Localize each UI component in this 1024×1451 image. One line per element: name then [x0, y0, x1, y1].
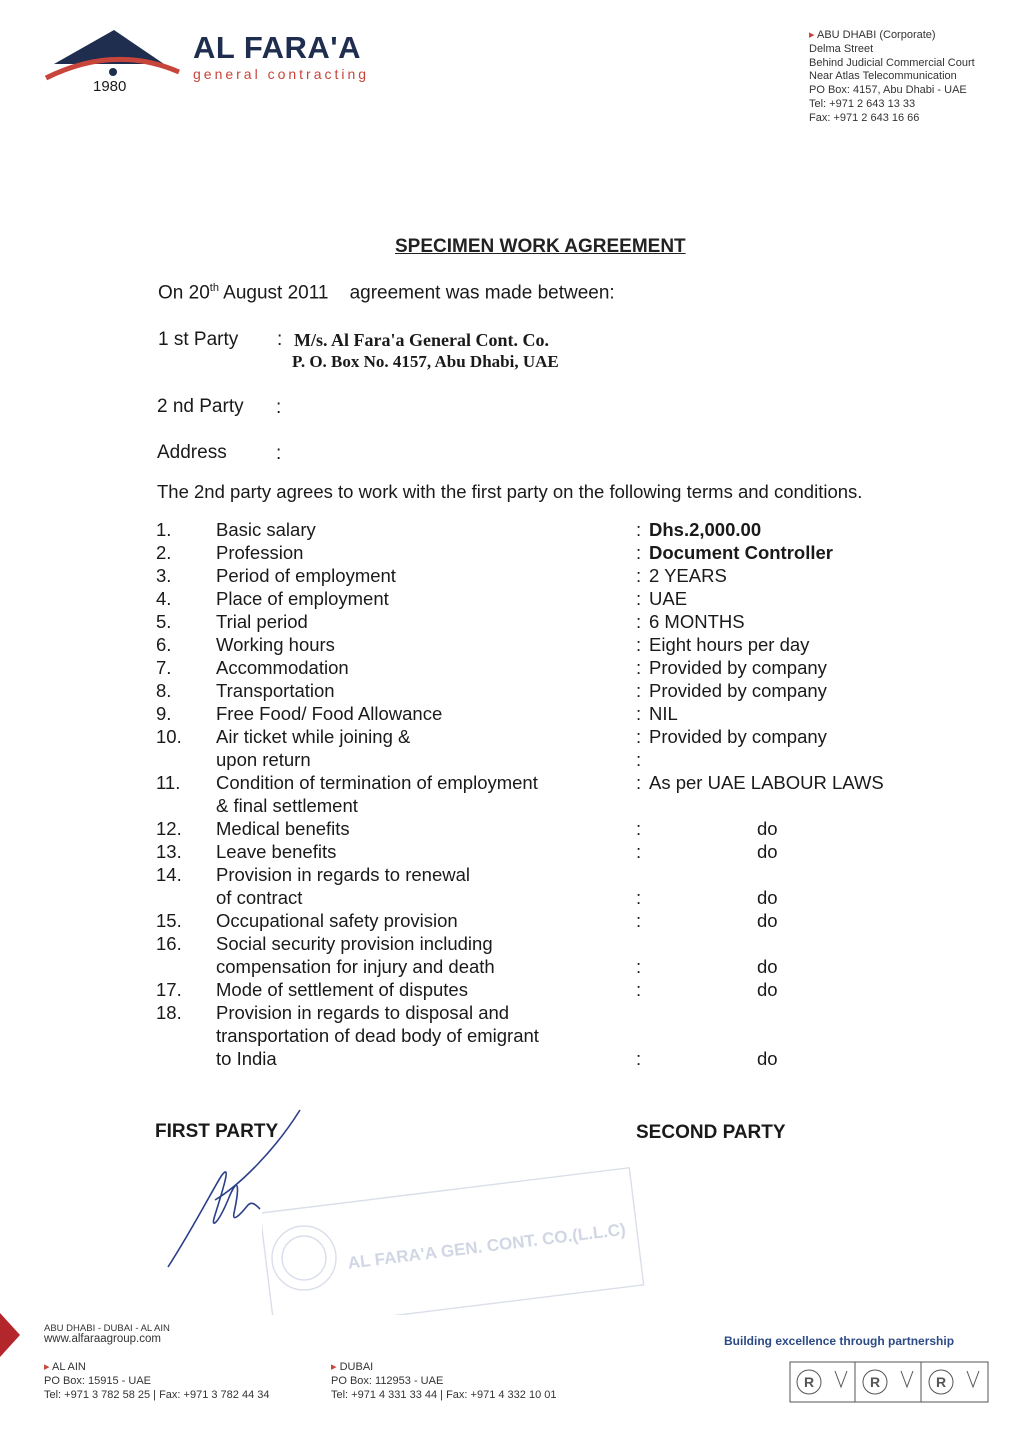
term-line: 1. Basic salary : Dhs.2,000.00 — [156, 519, 762, 540]
company-subtitle: general contracting — [193, 66, 370, 82]
svg-text:R: R — [803, 1374, 815, 1390]
party2-colon: : — [276, 397, 282, 418]
arrow-icon: ▸ — [809, 29, 815, 41]
term-line: 12. Medical benefits : do — [156, 818, 778, 839]
address-label: Address — [157, 442, 227, 463]
term-line: compensation for injury and death : do — [216, 956, 778, 977]
term-line: of contract : do — [216, 887, 778, 908]
term-line: upon return : — [216, 749, 642, 770]
first-party-label: FIRST PARTY — [155, 1121, 279, 1142]
party1-address: P. O. Box No. 4157, Abu Dhabi, UAE — [292, 352, 559, 371]
term-line: 13. Leave benefits : do — [156, 841, 778, 862]
arrow-icon: ▸ — [331, 1361, 337, 1373]
footer-tagline: Building excellence through partnership — [724, 1334, 955, 1348]
term-line: 14. Provision in regards to renewal — [156, 864, 470, 885]
office-dubai: ▸ DUBAI PO Box: 112953 - UAE Tel: +971 4 331 33 44 | Fax: +971 4 332 10 01 — [331, 1361, 557, 1401]
company-stamp-icon — [262, 1160, 647, 1315]
term-line: 15. Occupational safety provision : do — [156, 910, 778, 931]
term-line: & final settlement — [216, 795, 358, 816]
agreement-text: The 2nd party agrees to work with the first party on the following terms and conditions. — [157, 481, 863, 502]
second-party-label: SECOND PARTY — [636, 1122, 786, 1143]
term-line: 11. Condition of termination of employment : As per UAE LABOUR LAWS — [156, 772, 884, 793]
term-line: 17. Mode of settlement of disputes : do — [156, 979, 778, 1000]
term-line: 6. Working hours : Eight hours per day — [156, 634, 810, 655]
footer-triangle-icon — [0, 1313, 22, 1357]
footer-website[interactable]: www.alfaraagroup.com — [44, 1333, 161, 1345]
term-line: to India : do — [216, 1048, 778, 1069]
office-al-ain: ▸ AL AIN PO Box: 15915 - UAE Tel: +971 3 782 58 25 | Fax: +971 3 782 44 34 — [44, 1361, 270, 1401]
head-office-address: ▸ ABU DHABI (Corporate) Delma Street Behind Judicial Commercial Court Near Atlas Telecommunication PO Box: 4157, Abu Dhabi - UAE Tel: +971 2 643 13 33 Fax: +971 2 643 16 66 — [809, 29, 975, 124]
party2-label: 2 nd Party — [157, 396, 244, 417]
term-line: 16. Social security provision including — [156, 933, 493, 954]
document-title: SPECIMEN WORK AGREEMENT — [395, 236, 686, 257]
term-line: 18. Provision in regards to disposal and — [156, 1002, 510, 1023]
arrow-icon: ▸ — [44, 1361, 50, 1373]
party1-name: M/s. Al Fara'a General Cont. Co. — [294, 330, 549, 350]
party1-colon: : — [277, 329, 283, 350]
svg-text:R: R — [869, 1374, 881, 1390]
company-logo-icon — [44, 26, 184, 86]
address-colon: : — [276, 443, 282, 464]
term-line: 5. Trial period : 6 MONTHS — [156, 611, 745, 632]
party1-label: 1 st Party — [158, 329, 239, 350]
term-line: 7. Accommodation : Provided by company — [156, 657, 827, 678]
term-line: 10. Air ticket while joining & : Provided by company — [156, 726, 827, 747]
svg-text:AL FARA'A GEN. CONT. CO.(L.L.C: AL FARA'A GEN. CONT. CO.(L.L.C) — [346, 1219, 627, 1273]
term-line: 8. Transportation : Provided by company — [156, 680, 827, 701]
term-line: 9. Free Food/ Food Allowance : NIL — [156, 703, 678, 724]
company-name: AL FARA'A — [193, 30, 362, 65]
term-line: 3. Period of employment : 2 YEARS — [156, 565, 727, 586]
certification-badges-icon — [789, 1361, 989, 1403]
svg-text:R: R — [935, 1374, 947, 1390]
footer-cities: ABU DHABI - DUBAI - AL AIN — [44, 1323, 170, 1334]
term-line: transportation of dead body of emigrant — [216, 1025, 539, 1046]
term-line: 4. Place of employment : UAE — [156, 588, 688, 609]
agreement-intro: On 20th August 2011 agreement was made between: — [158, 282, 615, 304]
company-year: 1980 — [93, 78, 127, 95]
term-line: 2. Profession : Document Controller — [156, 542, 833, 563]
